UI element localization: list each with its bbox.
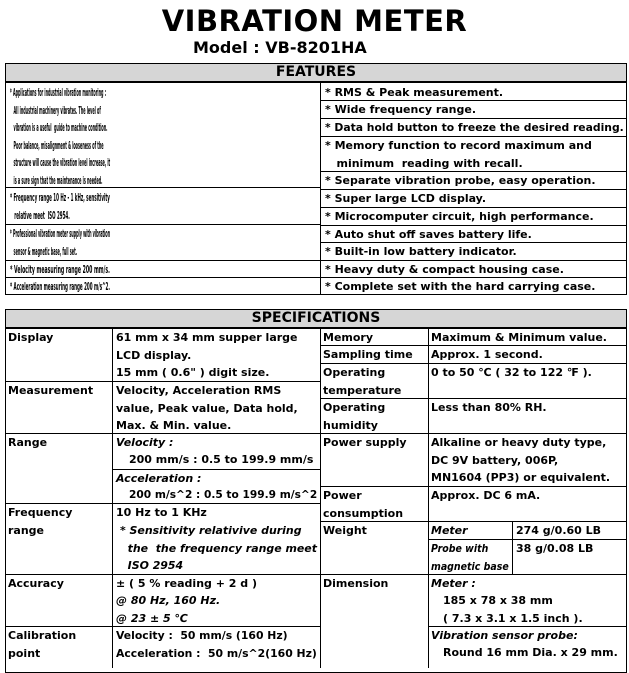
- spec-label-memory: Memory: [323, 331, 374, 344]
- weight-meter-value: 274 g/0.60 LB: [516, 524, 602, 537]
- range-accel-value: 200 m/s^2 : 0.5 to 199.9 m/s^2: [129, 488, 318, 501]
- text-line: point: [8, 646, 41, 660]
- spec-label-weight: Weight: [323, 524, 367, 537]
- text-line: * Separate vibration probe, easy operation.: [325, 174, 596, 187]
- spec-value-accuracy: [116, 575, 257, 593]
- text-line: All industrial machinery vibrates. The level of: [10, 103, 101, 117]
- spec-label-op-humidity: [323, 399, 385, 434]
- spec-value-op-humidity: Less than 80% RH.: [431, 401, 547, 414]
- text-line: * Super large LCD display.: [325, 192, 487, 205]
- spec-label-sampling: Sampling time: [323, 348, 413, 361]
- spec-value-sampling: Approx. 1 second.: [431, 348, 543, 361]
- text-line: magnetic base: [431, 559, 509, 573]
- dimension-meter-value: [443, 592, 583, 627]
- feature-item: [325, 101, 476, 119]
- feature-item: [10, 225, 110, 260]
- feature-item: [325, 119, 624, 137]
- spec-label-power-consumption: [323, 487, 403, 522]
- text-line: * Frequency range 10 Hz - 1 kHz, sensitivity: [10, 191, 110, 204]
- text-line: * Applications for industrial vibration monitoring :: [10, 86, 106, 99]
- text-line: is a sure sign that the maintenance is needed.: [10, 173, 103, 187]
- text-line: range: [8, 523, 45, 537]
- spec-label-display: Display: [8, 331, 54, 344]
- feature-item: [10, 84, 110, 189]
- text-line: Poor balance, misalignment & looseness of the: [10, 138, 104, 152]
- text-line: sensor & magnetic base, full set.: [10, 244, 78, 258]
- spec-label-op-temp: [323, 364, 401, 399]
- text-line: * Data hold button to freeze the desired reading.: [325, 121, 624, 134]
- text-line: * Memory function to record maximum and: [325, 139, 592, 152]
- text-line: * Complete set with the hard carrying case.: [325, 280, 596, 293]
- feature-item: [325, 190, 486, 208]
- text-line: * Auto shut off saves battery life.: [325, 228, 532, 241]
- range-velocity-value: 200 mm/s : 0.5 to 199.9 mm/s: [129, 453, 314, 466]
- weight-probe-label: [431, 540, 509, 575]
- text-line: structure will cause the vibration level increase, it: [10, 156, 111, 169]
- feature-item: [325, 172, 596, 190]
- spec-value-power-supply: [431, 434, 610, 487]
- text-line: Operating: [323, 401, 386, 414]
- feature-item: [10, 261, 110, 279]
- spec-label-calibration: [8, 627, 76, 662]
- spec-value-display: [116, 329, 298, 382]
- text-line: vibration is a useful guide to machine condition.: [10, 121, 108, 134]
- spec-value-power-consumption: Approx. DC 6 mA.: [431, 489, 541, 502]
- spec-value-op-temp: 0 to 50 ℃ ( 32 to 122 ℉ ).: [431, 366, 592, 379]
- text-line: * Professional vibration meter supply with vibration: [10, 227, 111, 240]
- text-line: ( 7.3 x 3.1 x 1.5 inch ).: [443, 611, 583, 625]
- spec-value-calibration: [116, 627, 317, 662]
- text-line: ISO 2954: [120, 559, 184, 572]
- text-line: * Acceleration measuring range 200 m/s^2.: [10, 280, 110, 293]
- range-velocity-label: Velocity :: [116, 436, 174, 449]
- feature-item: [325, 208, 594, 226]
- text-line: * Built-in low battery indicator.: [325, 245, 517, 258]
- feature-item: [325, 226, 532, 244]
- feature-item: [325, 278, 595, 296]
- feature-item: [10, 278, 110, 296]
- specifications-heading: SPECIFICATIONS: [5, 309, 627, 328]
- spec-value-measurement: [116, 382, 298, 435]
- text-line: minimum reading with recall.: [325, 156, 523, 170]
- text-line: 15 mm ( 0.6" ) digit size.: [116, 366, 270, 379]
- dimension-meter-label: Meter :: [431, 577, 476, 590]
- text-line: * Velocity measuring range 200 mm/s.: [10, 263, 110, 276]
- text-line: temperature: [323, 383, 402, 397]
- text-line: ± ( 5 % reading + 2 d ): [116, 577, 257, 590]
- spec-label-power-supply: Power supply: [323, 436, 407, 449]
- text-line: * Sensitivity relativive during: [120, 524, 302, 537]
- text-line: LCD display.: [116, 348, 192, 362]
- spec-value-frequency: 10 Hz to 1 KHz: [116, 506, 207, 519]
- weight-probe-value: 38 g/0.08 LB: [516, 542, 594, 555]
- feature-item: [325, 243, 517, 261]
- dimension-probe-label: Vibration sensor probe:: [431, 629, 578, 642]
- text-line: Velocity : 50 mm/s (160 Hz): [116, 629, 288, 642]
- feature-item: [325, 84, 503, 102]
- spec-label-accuracy: Accuracy: [8, 577, 64, 590]
- text-line: the the frequency range meet: [120, 541, 317, 555]
- text-line: @ 23 ± 5 ℃: [116, 611, 188, 625]
- text-line: humidity: [323, 418, 378, 432]
- text-line: Max. & Min. value.: [116, 419, 232, 432]
- text-line: MN1604 (PP3) or equivalent.: [431, 471, 611, 484]
- text-line: Operating: [323, 366, 386, 379]
- text-line: * RMS & Peak measurement.: [325, 86, 504, 99]
- text-line: Frequency: [8, 506, 73, 519]
- spec-value-memory: Maximum & Minimum value.: [431, 331, 607, 344]
- text-line: 61 mm x 34 mm supper large: [116, 331, 298, 344]
- feature-item: [325, 137, 592, 172]
- text-line: * Heavy duty & compact housing case.: [325, 263, 564, 276]
- text-line: @ 80 Hz, 160 Hz.: [116, 594, 221, 607]
- text-line: Calibration: [8, 629, 77, 642]
- accuracy-note: [116, 592, 220, 627]
- text-line: Alkaline or heavy duty type,: [431, 436, 607, 449]
- text-line: Acceleration : 50 m/s^2(160 Hz): [116, 646, 317, 660]
- text-line: 185 x 78 x 38 mm: [443, 594, 553, 607]
- text-line: Power: [323, 489, 362, 502]
- text-line: * Microcomputer circuit, high performance.: [325, 210, 594, 223]
- spec-label-frequency: [8, 504, 72, 539]
- model-number: Model : VB-8201HA: [193, 38, 367, 57]
- text-line: value, Peak value, Data hold,: [116, 401, 298, 415]
- dimension-probe-value: Round 16 mm Dia. x 29 mm.: [443, 646, 618, 659]
- feature-item: [10, 189, 110, 224]
- range-accel-label: Acceleration :: [116, 472, 202, 485]
- feature-item: [325, 261, 564, 279]
- document-title: VIBRATION METER: [161, 4, 468, 38]
- text-line: * Wide frequency range.: [325, 103, 477, 116]
- spec-label-dimension: Dimension: [323, 577, 389, 590]
- weight-meter-label: Meter: [431, 524, 468, 537]
- spec-label-measurement: Measurement: [8, 384, 94, 397]
- text-line: Velocity, Acceleration RMS: [116, 384, 282, 397]
- spec-label-range: Range: [8, 436, 48, 449]
- features-heading: FEATURES: [5, 63, 627, 82]
- text-line: consumption: [323, 506, 404, 520]
- frequency-note: [120, 522, 317, 575]
- text-line: relative meet ISO 2954.: [10, 208, 70, 222]
- text-line: DC 9V battery, 006P,: [431, 453, 559, 467]
- text-line: Probe with: [431, 542, 489, 555]
